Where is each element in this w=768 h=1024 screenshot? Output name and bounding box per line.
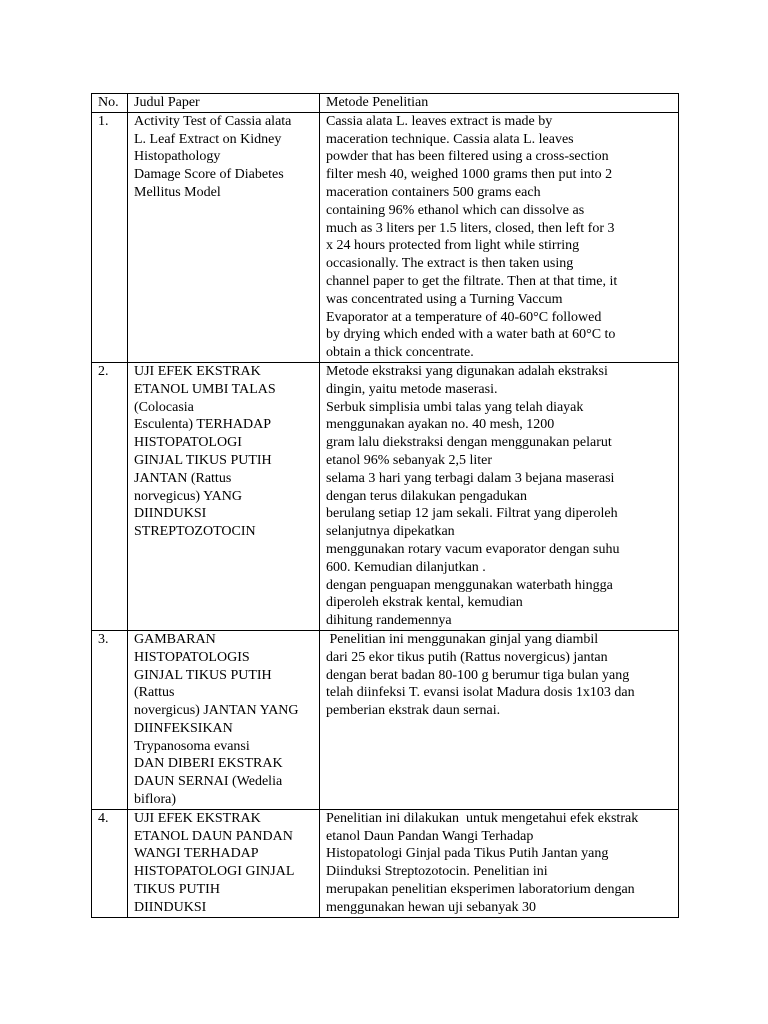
research-method-line: obtain a thick concentrate. xyxy=(326,345,474,361)
research-method-line: dari 25 ekor tikus putih (Rattus novergicus) jantan xyxy=(326,649,608,665)
research-method-line: dengan berat badan 80-100 g berumur tiga bulan yang xyxy=(326,667,630,683)
paper-title-cell xyxy=(128,362,320,630)
paper-title-line: Trypanosoma evansi xyxy=(134,738,250,754)
paper-title-line: Esculenta) TERHADAP xyxy=(134,417,271,433)
header-no: No. xyxy=(92,94,128,113)
research-method-line: Histopatologi Ginjal pada Tikus Putih Jantan yang xyxy=(326,846,609,862)
research-method-cell xyxy=(320,809,679,917)
paper-title-cell xyxy=(128,809,320,917)
table-body xyxy=(92,112,679,917)
paper-title-line: (Colocasia xyxy=(134,399,194,415)
paper-title-cell xyxy=(128,112,320,362)
research-method-line: containing 96% ethanol which can dissolve as xyxy=(326,202,585,218)
paper-title-line: GINJAL TIKUS PUTIH xyxy=(134,667,272,683)
research-method-line: occasionally. The extract is then taken using xyxy=(326,256,574,272)
research-method-line: dingin, yaitu metode maserasi. xyxy=(326,381,498,397)
paper-title-line: biflora) xyxy=(134,792,176,808)
header-judul-paper: Judul Paper xyxy=(128,94,320,113)
paper-title-line: UJI EFEK EKSTRAK xyxy=(134,363,261,379)
row-number: 4. xyxy=(92,809,128,917)
paper-title-line: norvegicus) YANG xyxy=(134,488,242,504)
research-method-line: telah diinfeksi T. evansi isolat Madura dosis 1x103 dan xyxy=(326,685,635,701)
research-method-line: diperoleh ekstrak kental, kemudian xyxy=(326,595,523,611)
paper-title-cell xyxy=(128,630,320,809)
paper-title-line: DIINFEKSIKAN xyxy=(134,720,233,736)
research-method-line: powder that has been filtered using a cross-section xyxy=(326,149,609,165)
research-method-line: menggunakan rotary vacum evaporator dengan suhu xyxy=(326,541,620,557)
paper-title-line: ETANOL UMBI TALAS xyxy=(134,381,276,397)
research-method-line: much as 3 liters per 1.5 liters, closed, then left for 3 xyxy=(326,220,615,236)
research-method-line: x 24 hours protected from light while stirring xyxy=(326,238,580,254)
research-method-cell xyxy=(320,112,679,362)
research-method-line: filter mesh 40, weighed 1000 grams then put into 2 xyxy=(326,167,613,183)
research-method-line: dihitung randemennya xyxy=(326,613,452,629)
research-method-line: Diinduksi Streptozotocin. Penelitian ini xyxy=(326,864,548,880)
paper-title-line: novergicus) JANTAN YANG xyxy=(134,703,299,719)
paper-title-line: ETANOL DAUN PANDAN xyxy=(134,828,293,844)
research-method-line: by drying which ended with a water bath at 60°C to xyxy=(326,327,616,343)
research-method-line: 600. Kemudian dilanjutkan . xyxy=(326,559,486,575)
research-method-line: Metode ekstraksi yang digunakan adalah ekstraksi xyxy=(326,363,608,379)
research-method-line: Serbuk simplisia umbi talas yang telah diayak xyxy=(326,399,584,415)
paper-title-line: STREPTOZOTOCIN xyxy=(134,524,256,540)
paper-title-line: Damage Score of Diabetes xyxy=(134,167,284,183)
paper-title-line: JANTAN (Rattus xyxy=(134,470,232,486)
paper-title-line: GAMBARAN xyxy=(134,631,216,647)
table-row xyxy=(92,362,679,630)
research-method-line: channel paper to get the filtrate. Then at that time, it xyxy=(326,273,618,289)
row-number: 2. xyxy=(92,362,128,630)
research-method-line: maceration technique. Cassia alata L. leaves xyxy=(326,131,574,147)
paper-title-line: (Rattus xyxy=(134,685,175,701)
table-row xyxy=(92,112,679,362)
table-row xyxy=(92,630,679,809)
research-method-line: selanjutnya dipekatkan xyxy=(326,524,455,540)
paper-title-line: Histopathology xyxy=(134,149,221,165)
research-method-line: berulang setiap 12 jam sekali. Filtrat yang diperoleh xyxy=(326,506,618,522)
paper-title-line: TIKUS PUTIH xyxy=(134,882,220,898)
paper-title-line: DAN DIBERI EKSTRAK xyxy=(134,756,283,772)
paper-title-line: HISTOPATOLOGIS xyxy=(134,649,250,665)
paper-title-line: HISTOPATOLOGI GINJAL xyxy=(134,864,295,880)
research-method-line: merupakan penelitian eksperimen laboratorium dengan xyxy=(326,882,635,898)
research-method-line: Penelitian ini menggunakan ginjal yang diambil xyxy=(326,631,599,647)
research-method-cell xyxy=(320,630,679,809)
paper-title-line: Mellitus Model xyxy=(134,184,221,200)
paper-title-line: Activity Test of Cassia alata xyxy=(134,113,292,129)
table-row xyxy=(92,809,679,917)
research-method-line: pemberian ekstrak daun sernai. xyxy=(326,703,501,719)
paper-title-line: DIINDUKSI xyxy=(134,506,207,522)
paper-title-line: GINJAL TIKUS PUTIH xyxy=(134,452,272,468)
paper-title-line: HISTOPATOLOGI xyxy=(134,435,242,451)
research-method-line: was concentrated using a Turning Vaccum xyxy=(326,291,563,307)
research-method-line: menggunakan hewan uji sebanyak 30 xyxy=(326,899,536,915)
table-header-row xyxy=(92,94,679,113)
research-method-line: dengan penguapan menggunakan waterbath hingga xyxy=(326,577,613,593)
research-method-line: menggunakan ayakan no. 40 mesh, 1200 xyxy=(326,417,555,433)
research-method-line: maceration containers 500 grams each xyxy=(326,184,541,200)
paper-title-line: UJI EFEK EKSTRAK xyxy=(134,810,261,826)
row-number: 3. xyxy=(92,630,128,809)
paper-title-line: DAUN SERNAI (Wedelia xyxy=(134,774,283,790)
row-number: 1. xyxy=(92,112,128,362)
research-method-line: etanol Daun Pandan Wangi Terhadap xyxy=(326,828,534,844)
paper-title-line: WANGI TERHADAP xyxy=(134,846,259,862)
research-method-line: etanol 96% sebanyak 2,5 liter xyxy=(326,452,493,468)
research-method-line: dengan terus dilakukan pengadukan xyxy=(326,488,527,504)
research-method-line: gram lalu diekstraksi dengan menggunakan pelarut xyxy=(326,435,612,451)
header-metode-penelitian: Metode Penelitian xyxy=(320,94,679,113)
paper-title-line: L. Leaf Extract on Kidney xyxy=(134,131,282,147)
research-method-line: Cassia alata L. leaves extract is made by xyxy=(326,113,553,129)
research-method-line: selama 3 hari yang terbagi dalam 3 bejana maserasi xyxy=(326,470,615,486)
research-method-cell xyxy=(320,362,679,630)
literature-table xyxy=(91,93,679,918)
research-method-line: Penelitian ini dilakukan untuk mengetahui efek ekstrak xyxy=(326,810,639,826)
paper-title-line: DIINDUKSI xyxy=(134,899,207,915)
research-method-line: Evaporator at a temperature of 40-60°C followed xyxy=(326,309,602,325)
